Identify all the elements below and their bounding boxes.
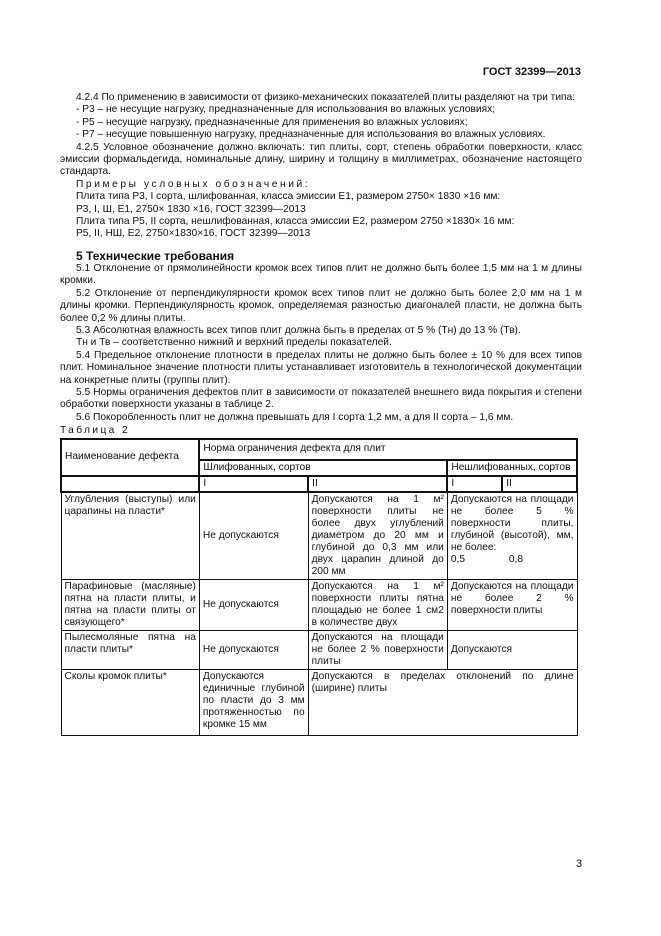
paragraph-5-4: 5.4 Предельное отклонение плотности в пределах плиты не должно быть более ± 10 % для всех типов плит. Номинальное значение плотности плиты устанавливает изготовитель в технологической документации на конкретные плиты (группы плит). bbox=[60, 349, 582, 386]
unsanded-norm: Допускаются bbox=[447, 630, 577, 669]
paragraph-5-3-note: Тн и Тв – соответственно нижний и верхний пределы показателей. bbox=[76, 337, 392, 349]
header-norm: Норма ограничения дефекта для плит bbox=[199, 439, 577, 460]
unsanded-grade-2-value: 0,8 bbox=[508, 553, 524, 565]
examples-title: Примеры условных обозначений: bbox=[76, 178, 311, 190]
example-2-description: Плита типа Р5, II сорта, нешлифованная, класса эмиссии Е2, размером 2750 ×1830× 16 мм: bbox=[76, 216, 515, 228]
defect-name: Углубления (выступы) или царапины на пласти* bbox=[61, 492, 199, 580]
grade-empty bbox=[61, 476, 199, 492]
table-grade-row bbox=[61, 476, 577, 492]
header-unsanded: Нешлифованных, сортов bbox=[447, 460, 577, 476]
unsanded-depth-values bbox=[451, 554, 574, 566]
grade-unsanded-1: I bbox=[447, 476, 502, 492]
unsanded-norm: Допускаются на площади не более 2 % поверхности плиты bbox=[447, 579, 577, 630]
paragraph-5-2: 5.2 Отклонение от перпендикулярности кромок всех типов плит не должно быть более 2,0 мм на 1 м длины кромки. Перпендикулярность кромок, определяемая разностью диагоналей пласти, не должна быть более 0,2 % длины плиты. bbox=[60, 287, 582, 324]
sanded-grade-2-norm: Допускаются на 1 м² поверхности плиты пятна площадью не более 1 см2 в количестве двух bbox=[308, 579, 447, 630]
paragraph-5-3: 5.3 Абсолютная влажность всех типов плит должна быть в пределах от 5 % (Тн) до 13 % (Тв). bbox=[76, 324, 521, 336]
section-5-title: 5 Технические требования bbox=[76, 248, 235, 263]
table-row bbox=[61, 579, 577, 630]
defect-name: Пылесмоляные пятна на пласти плиты* bbox=[61, 630, 199, 669]
paragraph-4-2-5: 4.2.5 Условное обозначение должно включать: тип плиты, сорт, степень обработки поверхности, класс эмиссии формальдегида, номинальные длину, ширину и толщину в миллиметрах, обозначение настоящего стандарта. bbox=[60, 141, 582, 178]
sanded-grade-1-norm: Не допускаются bbox=[199, 492, 308, 580]
defect-name: Парафиновые (масляные) пятна на пласти плиты, и пятна на пласти плиты от связующего* bbox=[61, 579, 199, 630]
document-code: ГОСТ 32399—2013 bbox=[482, 66, 581, 78]
sanded-grade-2-norm: Допускаются на площади не более 2 % поверхности плиты bbox=[308, 630, 447, 669]
header-defect-name: Наименование дефекта bbox=[61, 439, 199, 476]
example-1-description: Плита типа Р3, I сорта, шлифованная, класса эмиссии Е1, размером 2750× 1830 ×16 мм: bbox=[76, 191, 501, 203]
table-row bbox=[61, 669, 577, 735]
defect-name: Сколы кромок плиты* bbox=[61, 669, 199, 735]
sanded-grade-2-norm: Допускаются на 1 м² поверхности плиты не более двух углублений диаметром до 20 мм и глубиной до 0,3 мм или двух царапин длиной до 200 мм bbox=[308, 492, 447, 580]
paragraph-4-2-4: 4.2.4 По применению в зависимости от физико-механических показателей плиты разделяют на три типа: bbox=[76, 92, 576, 103]
table-row bbox=[61, 492, 577, 580]
grade-sanded-2: II bbox=[308, 476, 447, 492]
example-1-code: Р3, I, Ш, Е1, 2750× 1830 ×16, ГОСТ 32399—2013 bbox=[76, 203, 306, 215]
unsanded-norm-text: Допускаются на площади не более 5 % поверхности плиты, глубиной (высотой), мм, не более: bbox=[450, 493, 574, 553]
list-item: - Р5 – несущие нагрузку, предназначенные для применения во влажных условиях; bbox=[76, 116, 468, 128]
all-other-norm: Допускаются в пределах отклонений по длине (ширине) плиты bbox=[308, 669, 577, 735]
example-2-code: Р5, II, НШ, Е2, 2750×1830×16, ГОСТ 32399—2013 bbox=[76, 228, 311, 240]
defects-table bbox=[60, 438, 578, 736]
paragraph-5-1: 5.1 Отклонение от прямолинейности кромок всех типов плит не должно быть более 1,5 мм на 1 м длины кромки. bbox=[60, 262, 582, 287]
header-sanded: Шлифованных, сортов bbox=[199, 460, 447, 476]
page-content bbox=[60, 92, 582, 736]
sanded-grade-1-norm: Не допускаются bbox=[199, 579, 308, 630]
list-item: - Р7 – несущие повышенную нагрузку, предназначенные для использования во влажных условиях. bbox=[76, 129, 546, 141]
sanded-grade-1-norm: Допускаются единичные глубиной по пласти до 3 мм протяженностью по кромке 15 мм bbox=[199, 669, 308, 735]
grade-unsanded-2: II bbox=[502, 476, 577, 492]
sanded-grade-1-norm: Не допускаются bbox=[199, 630, 308, 669]
table-header-row bbox=[61, 439, 577, 460]
table-caption: Таблица 2 bbox=[60, 425, 131, 437]
table-row bbox=[61, 630, 577, 669]
paragraph-5-5: 5.5 Нормы ограничения дефектов плит в зависимости от показателей внешнего вида покрытия и степени обработки поверхности указаны в таблице 2. bbox=[60, 386, 582, 411]
unsanded-grade-1-value: 0,5 bbox=[450, 553, 466, 565]
page-number: 3 bbox=[576, 858, 583, 870]
grade-sanded-1: I bbox=[199, 476, 308, 492]
unsanded-norm bbox=[447, 492, 577, 580]
list-item: - Р3 – не несущие нагрузку, предназначенные для использования во влажных условиях; bbox=[76, 104, 496, 116]
paragraph-5-6: 5.6 Покоробленность плит не должна превышать для I сорта 1,2 мм, а для II сорта – 1,6 мм. bbox=[76, 411, 514, 423]
